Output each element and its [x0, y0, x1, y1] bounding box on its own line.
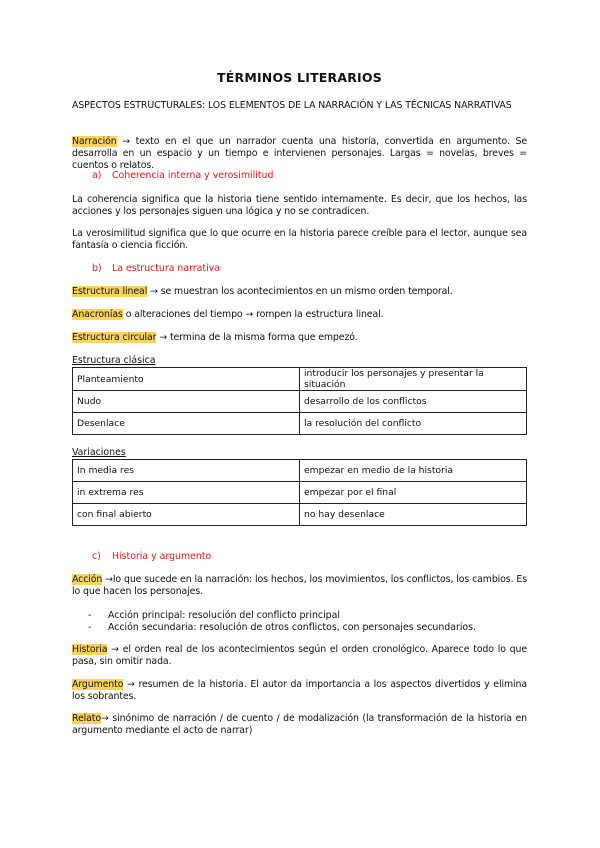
table-row: [73, 460, 527, 482]
lineal-paragraph: [72, 286, 527, 298]
section-b-label: La estructura narrativa: [112, 263, 220, 274]
anacronias-text: o alteraciones del tiempo → rompen la estructura lineal.: [122, 309, 384, 320]
coherencia-paragraph: La coherencia significa que la historia tiene sentido internamente. Es decir, que los hechos, las acciones y los personajes siguen una lógica y no se contradicen.: [72, 194, 527, 217]
accion-paragraph: [72, 574, 527, 598]
section-a-number: a): [92, 170, 102, 181]
narracion-term: Narración: [72, 136, 117, 147]
variaciones-caption: Variaciones: [72, 447, 126, 458]
table-cell: introducir los personajes y presentar la situación: [300, 368, 527, 391]
anacronias-paragraph: [72, 309, 527, 321]
section-b-heading: [92, 263, 220, 275]
historia-paragraph: [72, 644, 527, 668]
clasica-table: [72, 367, 527, 435]
table-row: [73, 413, 527, 435]
accion-term: Acción: [72, 574, 103, 585]
table-cell: no hay desenlace: [300, 504, 527, 526]
argumento-paragraph: [72, 679, 527, 703]
lineal-text: → se muestran los acontecimientos en un mismo orden temporal.: [147, 286, 453, 297]
table-cell: Desenlace: [73, 413, 300, 435]
anacronias-term: Anacronías: [72, 309, 123, 320]
section-b-number: b): [92, 263, 102, 274]
circular-text: → termina de la misma forma que empezó.: [156, 332, 358, 343]
clasica-caption: Estructura clásica: [72, 355, 156, 366]
relato-term: Relato: [72, 713, 102, 724]
table-row: [73, 391, 527, 413]
accion-text: →lo que sucede en la narración: los hechos, los movimientos, los conflictos, los cambios. Es lo que hacen los personajes.: [72, 574, 527, 597]
argumento-text: → resumen de la historia. El autor da importancia a los aspectos divertidos y elimina los sobrantes.: [72, 679, 527, 702]
table-cell: empezar por el final: [300, 482, 527, 504]
table-cell: desarrollo de los conflictos: [300, 391, 527, 413]
section-c-number: c): [92, 551, 101, 562]
section-c-heading: [92, 551, 211, 563]
accion-list: [88, 610, 476, 634]
list-item: - Acción principal: resolución del conflicto principal: [88, 610, 476, 622]
relato-text: → sinónimo de narración / de cuento / de modalización (la transformación de la historia en argumento mediante el acto de narrar): [72, 713, 527, 736]
circular-term: Estructura circular: [72, 332, 157, 343]
table-cell: in extrema res: [73, 482, 300, 504]
section-a-heading: [92, 170, 273, 182]
relato-paragraph: [72, 713, 527, 737]
list-item: - Acción secundaria: resolución de otros conflictos, con personajes secundarios.: [88, 622, 476, 634]
argumento-term: Argumento: [72, 679, 124, 690]
table-cell: Nudo: [73, 391, 300, 413]
table-cell: empezar en medio de la historia: [300, 460, 527, 482]
circular-paragraph: [72, 332, 527, 344]
table-cell: la resolución del conflicto: [300, 413, 527, 435]
section-c-label: Historia y argumento: [112, 551, 212, 562]
page-title: TÉRMINOS LITERARIOS: [217, 70, 382, 85]
table-cell: con final abierto: [73, 504, 300, 526]
historia-text: → el orden real de los acontecimientos según el orden cronológico. Aparece todo lo que pasa, sin omitir nada.: [72, 644, 527, 667]
section-a-label: Coherencia interna y verosimilitud: [112, 170, 274, 181]
historia-term: Historia: [72, 644, 108, 655]
table-cell: Planteamiento: [73, 368, 300, 391]
table-row: [73, 482, 527, 504]
table-row: [73, 504, 527, 526]
verosimilitud-paragraph: La verosimilitud significa que lo que ocurre en la historia parece creíble para el lector, aunque sea fantasía o ciencia ficción.: [72, 228, 527, 251]
intro-heading: ASPECTOS ESTRUCTURALES: LOS ELEMENTOS DE LA NARRACIÓN Y LAS TÉCNICAS NARRATIVAS: [72, 100, 512, 111]
narracion-text: → texto en el que un narrador cuenta una historia, convertida en argumento. Se desarrolla en un espacio y un tiempo e intervienen personajes. Largas = novelas, breves = cuentos o relatos.: [72, 136, 527, 171]
lineal-term: Estructura lineal: [72, 286, 148, 297]
table-cell: In media res: [73, 460, 300, 482]
narracion-paragraph: [72, 136, 527, 172]
variaciones-table: [72, 459, 527, 526]
table-row: [73, 368, 527, 391]
